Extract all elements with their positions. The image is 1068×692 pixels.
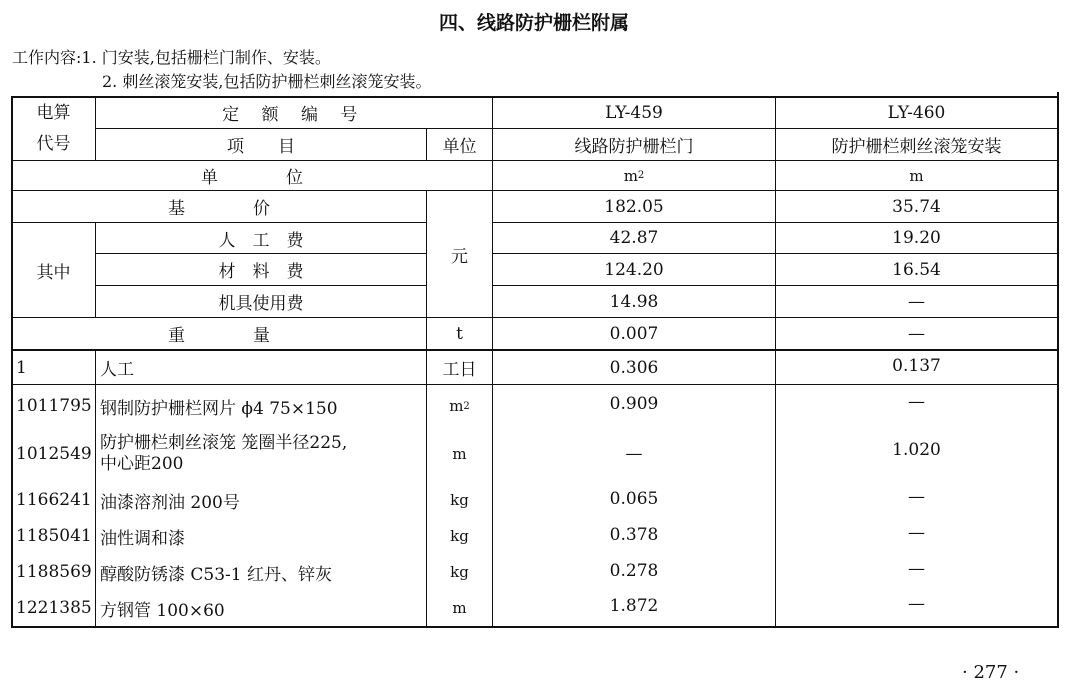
row-value-ly459: 0.278 (609, 561, 659, 581)
unit-header: 单位 (442, 137, 477, 157)
row-name: 油漆溶剂油 200号 (100, 492, 240, 513)
section-title: 四、线路防护栅栏附属 (438, 12, 629, 34)
page-number: · 277 · (962, 662, 1020, 683)
row-value-ly459: 0.306 (609, 357, 659, 378)
row-value-ly460: — (908, 559, 925, 579)
row-code: 1011795 (16, 396, 92, 416)
row-value-ly460: 0.137 (892, 355, 941, 376)
row-value-ly460: 1.020 (892, 440, 941, 460)
material-ly460: 16.54 (892, 259, 941, 280)
weight-ly459: 0.007 (609, 323, 659, 344)
row-value-ly460: — (908, 392, 925, 412)
quota-no-ly459: LY-459 (605, 102, 663, 123)
material-ly459: 124.20 (604, 259, 664, 280)
unit-row-label: 单 位 (201, 168, 303, 188)
row-name: 人工 (100, 360, 134, 380)
machine-ly460: — (908, 291, 925, 312)
labor-ly460: 19.20 (892, 228, 941, 248)
unit-sup: 2 (637, 170, 645, 181)
unit-base: m (449, 397, 464, 415)
work-content-line-2 (102, 69, 431, 92)
work-content-item: 1. 门安装,包括栅栏门制作、安装。 (81, 48, 331, 67)
row-unit: kg (450, 491, 469, 509)
money-unit: 元 (451, 246, 468, 267)
row-unit: kg (450, 563, 469, 581)
row-value-ly459: 1.872 (609, 596, 659, 616)
base-price-ly460: 35.74 (892, 196, 941, 217)
row-name: 钢制防护栅栏网片 ϕ4 75×150 (100, 398, 338, 419)
row-name-line2: 中心距200 (100, 454, 184, 474)
weight-label: 重 量 (168, 326, 270, 346)
item-name-ly459: 线路防护栅栏门 (574, 137, 694, 157)
base-price-ly459: 182.05 (604, 196, 664, 217)
row-value-ly459: — (625, 444, 643, 464)
quota-number-header: 定 额 编 号 (222, 105, 366, 125)
code-header-line1: 电算 (36, 102, 71, 123)
row-unit (427, 388, 492, 424)
weight-ly460: — (908, 323, 925, 344)
row-name: 油性调和漆 (100, 528, 185, 549)
machine-cost-label: 机具使用费 (218, 294, 304, 314)
labor-cost-label: 人 工 费 (218, 230, 304, 251)
row-value-ly460: — (908, 487, 925, 507)
row-value-ly459: 0.065 (609, 489, 659, 509)
row-code: 1188569 (16, 562, 92, 582)
work-content-line-1 (12, 45, 331, 68)
item-name-ly460: 防护栅栏刺丝滚笼安装 (831, 137, 1002, 157)
work-content-item: 2. 刺丝滚笼安装,包括防护栅栏刺丝滚笼安装。 (102, 72, 432, 91)
code-header-line2: 代号 (36, 133, 71, 154)
quota-no-ly460: LY-460 (887, 102, 946, 123)
table-border-bottom (11, 626, 1059, 628)
row-code: 1166241 (16, 490, 92, 510)
row-code: 1221385 (16, 598, 92, 618)
table-border-right (1057, 92, 1059, 628)
item-header: 项 目 (227, 137, 295, 157)
row-unit: kg (450, 527, 469, 545)
unit-sup: 2 (463, 400, 470, 412)
row-value-ly460: — (908, 523, 925, 543)
row-name: 方钢管 100×60 (100, 600, 225, 621)
of-which-label: 其中 (36, 262, 71, 283)
row-value-ly459: 0.378 (609, 525, 659, 545)
row-code: 1 (16, 357, 27, 378)
unit-ly460: m (909, 166, 924, 185)
row-code: 1185041 (16, 526, 92, 546)
row-value-ly459: 0.909 (609, 394, 659, 414)
weight-unit: t (456, 323, 463, 344)
row-code: 1012549 (16, 444, 92, 464)
row-unit: m (452, 445, 467, 463)
row-name: 醇酸防锈漆 C53-1 红丹、锌灰 (100, 564, 333, 585)
unit-base: m (623, 166, 638, 185)
row-unit: 工日 (442, 360, 477, 380)
row-value-ly460: — (908, 594, 925, 614)
labor-ly459: 42.87 (609, 228, 659, 248)
code-header (12, 97, 95, 160)
row-name-line1: 防护栅栏刺丝滚笼 笼圈半径225, (100, 433, 348, 453)
row-name (96, 430, 426, 478)
base-price-label: 基 价 (168, 199, 270, 219)
material-cost-label: 材 料 费 (218, 262, 304, 282)
machine-ly459: 14.98 (609, 291, 659, 312)
unit-ly459 (493, 161, 775, 190)
row-unit: m (452, 599, 467, 617)
work-content-label: 工作内容: (12, 48, 82, 67)
